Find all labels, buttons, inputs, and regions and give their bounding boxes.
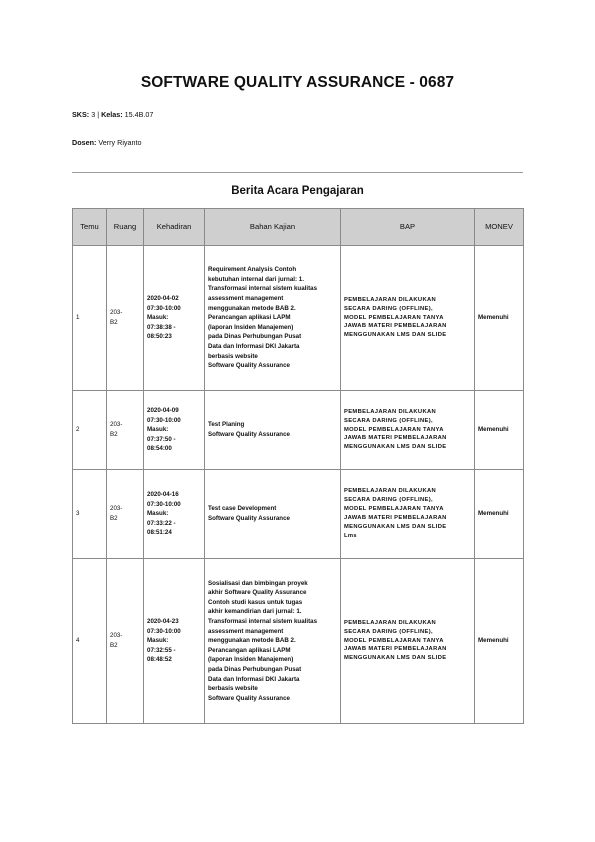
table-header-row: [73, 209, 524, 246]
cell-kehadiran: 2020-04-23 07:30-10:00 Masuk: 07:32:55 - 08:48:52: [144, 559, 205, 724]
dosen-label: Dosen:: [72, 138, 97, 147]
cell-bap: PEMBELAJARAN DILAKUKAN SECARA DARING (OFFLINE), MODEL PEMBELAJARAN TANYA JAWAB MATERI PEMBELAJARAN MENGGUNAKAN LMS DAN SLIDE Lms: [341, 470, 475, 559]
sks-value: 3: [91, 110, 96, 119]
kelas-label: Kelas:: [101, 110, 123, 119]
table-row: [73, 470, 524, 559]
cell-ruang: 203- B2: [107, 470, 144, 559]
column-header-bap: BAP: [341, 209, 475, 246]
cell-bahan-kajian: Test Planing Software Quality Assurance: [205, 391, 341, 470]
cell-monev: Memenuhi: [475, 559, 524, 724]
cell-ruang: 203- B2: [107, 391, 144, 470]
cell-temu: 4: [73, 559, 107, 724]
cell-bap: PEMBELAJARAN DILAKUKAN SECARA DARING (OFFLINE), MODEL PEMBELAJARAN TANYA JAWAB MATERI PEMBELAJARAN MENGGUNAKAN LMS DAN SLIDE: [341, 246, 475, 391]
cell-monev: Memenuhi: [475, 246, 524, 391]
sks-label: SKS:: [72, 110, 90, 119]
cell-bap: PEMBELAJARAN DILAKUKAN SECARA DARING (OFFLINE), MODEL PEMBELAJARAN TANYA JAWAB MATERI PEMBELAJARAN MENGGUNAKAN LMS DAN SLIDE: [341, 391, 475, 470]
cell-kehadiran: 2020-04-09 07:30-10:00 Masuk: 07:37:50 - 08:54:00: [144, 391, 205, 470]
section-title: Berita Acara Pengajaran: [231, 185, 364, 197]
cell-kehadiran: 2020-04-16 07:30-10:00 Masuk: 07:33:22 - 08:51:24: [144, 470, 205, 559]
column-header-monev: MONEV: [475, 209, 524, 246]
cell-bahan-kajian: Test case Development Software Quality Assurance: [205, 470, 341, 559]
cell-ruang: 203- B2: [107, 559, 144, 724]
table-row: [73, 559, 524, 724]
attendance-table: [72, 208, 524, 724]
cell-temu: 1: [73, 246, 107, 391]
cell-bahan-kajian: Sosialisasi dan bimbingan proyek akhir Software Quality Assurance Contoh studi kasus untuk tugas akhir kemandirian dari jurnal: 1. Transformasi internal sistem kualitas assessment management menggunakan metode BAB 2. Perancangan aplikasi LAPM (laporan Insiden Manajemen) pada Dinas Perhubungan Pusat Data dan Informasi DKI Jakarta berbasis website Software Quality Assurance: [205, 559, 341, 724]
kelas-value: 15.4B.07: [124, 110, 154, 119]
cell-kehadiran: 2020-04-02 07:30-10:00 Masuk: 07:38:38 - 08:50:23: [144, 246, 205, 391]
table-row: [73, 246, 524, 391]
column-header-ruang: Ruang: [107, 209, 144, 246]
cell-bap: PEMBELAJARAN DILAKUKAN SECARA DARING (OFFLINE), MODEL PEMBELAJARAN TANYA JAWAB MATERI PEMBELAJARAN MENGGUNAKAN LMS DAN SLIDE: [341, 559, 475, 724]
column-header-bahan-kajian: Bahan Kajian: [205, 209, 341, 246]
column-header-temu: Temu: [73, 209, 107, 246]
course-meta: [72, 110, 153, 119]
cell-ruang: 203- B2: [107, 246, 144, 391]
cell-monev: Memenuhi: [475, 391, 524, 470]
dosen-value: Verry Riyanto: [98, 138, 142, 147]
lecturer-meta: [72, 138, 142, 147]
cell-temu: 3: [73, 470, 107, 559]
column-header-kehadiran: Kehadiran: [144, 209, 205, 246]
cell-temu: 2: [73, 391, 107, 470]
cell-monev: Memenuhi: [475, 470, 524, 559]
divider: [72, 172, 523, 173]
meta-separator: |: [97, 110, 100, 119]
cell-bahan-kajian: Requirement Analysis Contoh kebutuhan internal dari jurnal: 1. Transformasi internal sistem kualitas assessment management menggunakan metode BAB 2. Perancangan aplikasi LAPM (laporan Insiden Manajemen) pada Dinas Perhubungan Pusat Data dan Informasi DKI Jakarta berbasis website Software Quality Assurance: [205, 246, 341, 391]
page-title: SOFTWARE QUALITY ASSURANCE - 0687: [140, 74, 455, 91]
table-row: [73, 391, 524, 470]
